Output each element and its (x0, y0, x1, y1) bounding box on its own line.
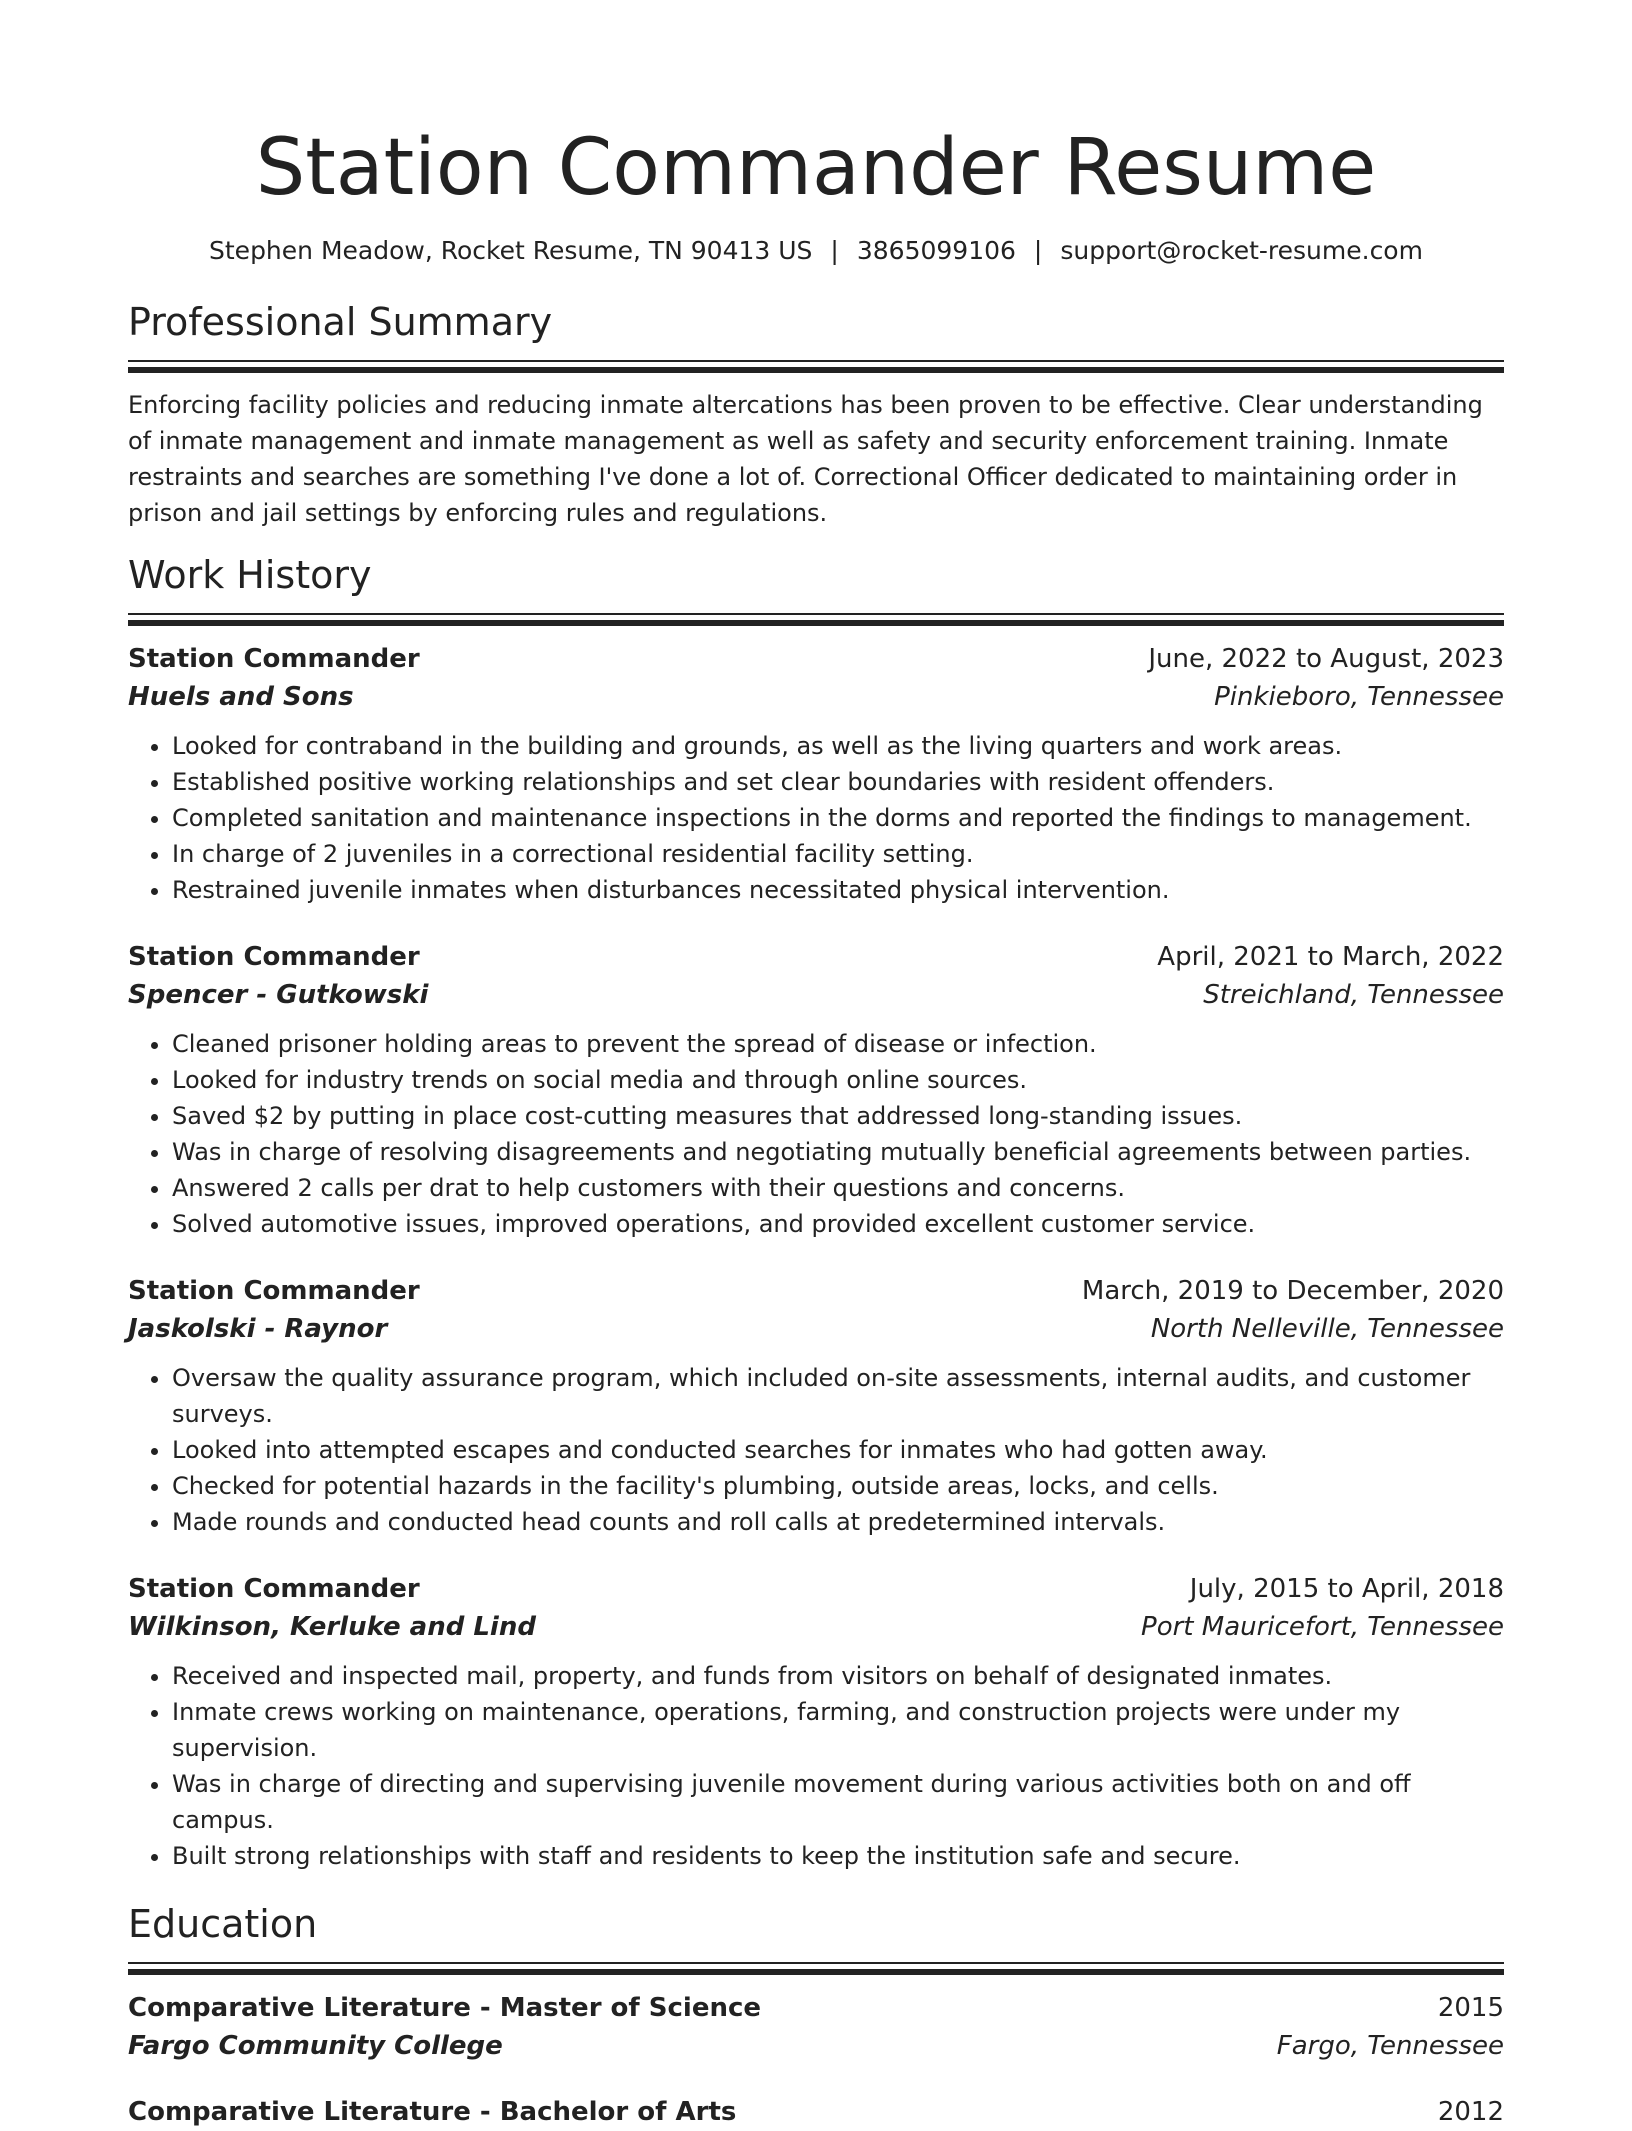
job-header-row (128, 640, 1504, 678)
job-entry (128, 938, 1504, 1242)
job-location: Pinkieboro, Tennessee (1214, 682, 1504, 712)
education-location: Fargo, Tennessee (1276, 2031, 1504, 2061)
section-heading-summary: Professional Summary (128, 300, 553, 344)
job-duties-list (128, 1360, 1504, 1540)
education-list (128, 1989, 1504, 2131)
job-company: Huels and Sons (128, 682, 354, 712)
job-header-row (128, 1272, 1504, 1310)
job-company-row (128, 1608, 1504, 1646)
education-year: 2012 (1437, 2097, 1504, 2127)
job-list (128, 640, 1504, 1874)
job-dates: March, 2019 to December, 2020 (1081, 1276, 1504, 1306)
job-dates: April, 2021 to March, 2022 (1157, 942, 1504, 972)
work-history-section (128, 551, 1504, 1874)
summary-section (128, 298, 1504, 531)
summary-text: Enforcing facility policies and reducing inmate altercations has been proven to be effective. Clear understanding of inmate management and inmate management as well as safety and security enforcement training. Inmate restraints and searches are something I've done a lot of. Correctional Officer dedicated to maintaining order in prison and jail settings by enforcing rules and regulations. (128, 391, 1483, 527)
section-heading-education: Education (128, 1902, 318, 1946)
job-duty-item: • Received and inspected mail, property, and funds from visitors on behalf of designated inmates. (172, 1658, 1504, 1694)
job-duty-item: • Completed sanitation and maintenance inspections in the dorms and reported the findings to management. (172, 800, 1504, 836)
job-duty-item: • Saved $2 by putting in place cost-cutting measures that addressed long-standing issues. (172, 1098, 1504, 1134)
job-duties-list (128, 728, 1504, 908)
job-duty-item: • Restrained juvenile inmates when disturbances necessitated physical intervention. (172, 872, 1504, 908)
job-title: Station Commander (128, 644, 420, 674)
job-duty-item: • Looked into attempted escapes and conducted searches for inmates who had gotten away. (172, 1432, 1504, 1468)
job-company: Jaskolski - Raynor (128, 1314, 388, 1344)
education-header-row (128, 2093, 1504, 2131)
job-entry (128, 1272, 1504, 1540)
job-dates: July, 2015 to April, 2018 (1189, 1574, 1504, 1604)
job-title: Station Commander (128, 942, 420, 972)
job-duties-list (128, 1658, 1504, 1874)
education-header-row (128, 1989, 1504, 2027)
contact-email[interactable]: support@rocket-resume.com (1060, 236, 1423, 265)
section-divider (128, 1962, 1504, 1973)
job-location: Port Mauricefort, Tennessee (1141, 1612, 1504, 1642)
job-duty-item: • In charge of 2 juveniles in a correctional residential facility setting. (172, 836, 1504, 872)
job-company: Spencer - Gutkowski (128, 980, 429, 1010)
education-school: Fargo Community College (128, 2031, 503, 2061)
contact-address: Stephen Meadow, Rocket Resume, TN 90413 US (209, 236, 813, 265)
job-location: Streichland, Tennessee (1203, 980, 1504, 1010)
job-entry (128, 1570, 1504, 1874)
section-divider (128, 360, 1504, 371)
resume-page (128, 0, 1504, 2131)
job-duty-item: • Was in charge of directing and supervising juvenile movement during various activities both on and off campus. (172, 1766, 1504, 1838)
contact-separator: | (1033, 236, 1043, 265)
job-duty-item: • Answered 2 calls per drat to help customers with their questions and concerns. (172, 1170, 1504, 1206)
job-duty-item: • Solved automotive issues, improved operations, and provided excellent customer service. (172, 1206, 1504, 1242)
job-duty-item: • Established positive working relationships and set clear boundaries with resident offenders. (172, 764, 1504, 800)
education-section (128, 1900, 1504, 2131)
job-duties-list (128, 1026, 1504, 1242)
contact-phone: 3865099106 (856, 236, 1016, 265)
job-company-row (128, 1310, 1504, 1348)
resume-title: Station Commander Resume (255, 123, 1377, 213)
job-header-row (128, 1570, 1504, 1608)
job-duty-item: • Was in charge of resolving disagreements and negotiating mutually beneficial agreements between parties. (172, 1134, 1504, 1170)
job-company-row (128, 678, 1504, 716)
job-company: Wilkinson, Kerluke and Lind (128, 1612, 536, 1642)
job-duty-item: • Cleaned prisoner holding areas to prevent the spread of disease or infection. (172, 1026, 1504, 1062)
education-degree: Comparative Literature - Bachelor of Arts (128, 2097, 737, 2127)
job-duty-item: • Oversaw the quality assurance program, which included on-site assessments, internal audits, and customer surveys. (172, 1360, 1504, 1432)
job-duty-item: • Checked for potential hazards in the facility's plumbing, outside areas, locks, and cells. (172, 1468, 1504, 1504)
job-duty-item: • Inmate crews working on maintenance, operations, farming, and construction projects were under my supervision. (172, 1694, 1504, 1766)
job-duty-item: • Looked for contraband in the building and grounds, as well as the living quarters and work areas. (172, 728, 1504, 764)
education-entry (128, 2093, 1504, 2131)
job-entry (128, 640, 1504, 908)
job-header-row (128, 938, 1504, 976)
education-entry (128, 1989, 1504, 2065)
section-heading-work: Work History (128, 553, 372, 597)
job-location: North Nelleville, Tennessee (1150, 1314, 1504, 1344)
contact-line (128, 234, 1504, 268)
job-dates: June, 2022 to August, 2023 (1148, 644, 1504, 674)
job-company-row (128, 976, 1504, 1014)
job-duty-item: • Made rounds and conducted head counts and roll calls at predetermined intervals. (172, 1504, 1504, 1540)
education-school-row (128, 2027, 1504, 2065)
job-title: Station Commander (128, 1276, 420, 1306)
contact-separator: | (830, 236, 839, 265)
job-title: Station Commander (128, 1574, 420, 1604)
section-divider (128, 613, 1504, 624)
job-duty-item: • Built strong relationships with staff and residents to keep the institution safe and secure. (172, 1838, 1504, 1874)
job-duty-item: • Looked for industry trends on social media and through online sources. (172, 1062, 1504, 1098)
education-year: 2015 (1437, 1993, 1504, 2023)
education-degree: Comparative Literature - Master of Science (128, 1993, 762, 2023)
